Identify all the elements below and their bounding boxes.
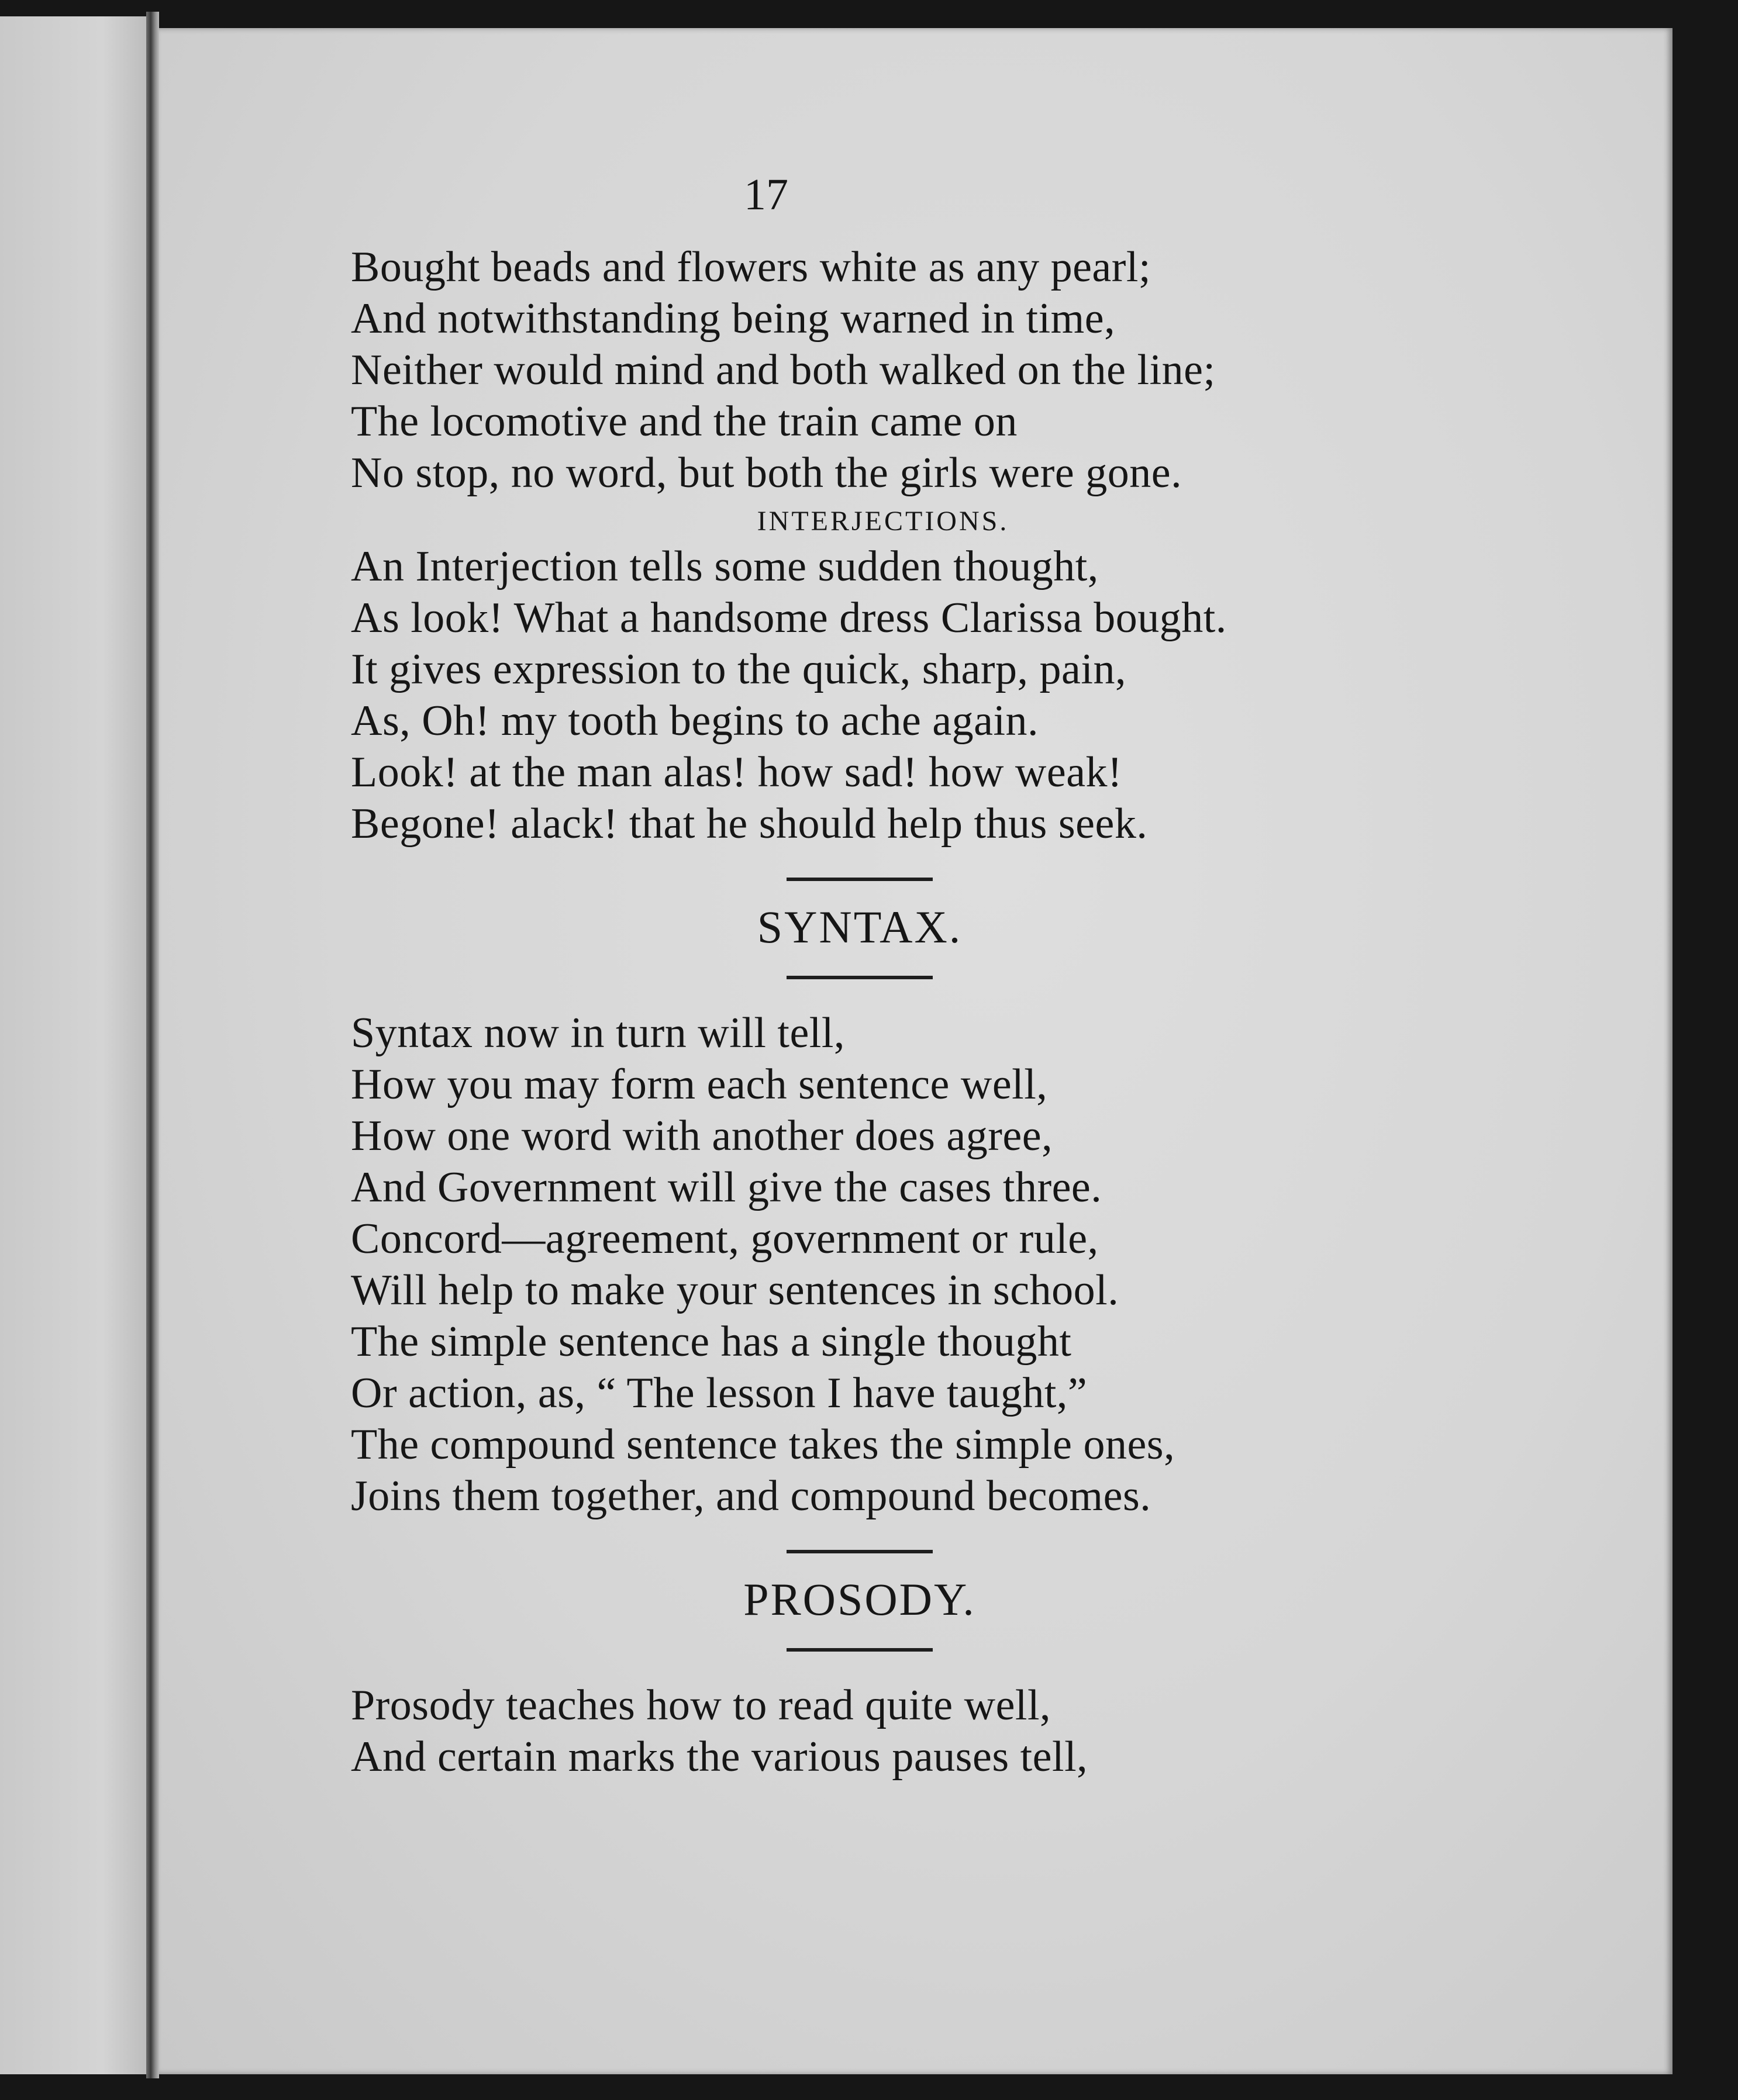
syntax-stanza: [351, 1007, 1439, 1522]
rule-divider: [787, 1550, 933, 1553]
verse-line: Syntax now in turn will tell,: [351, 1009, 845, 1057]
verse-line: Joins them together, and compound becomes.: [351, 1472, 1151, 1520]
verse-line: How one word with another does agree,: [351, 1112, 1053, 1160]
book-spine: [146, 12, 159, 2078]
interjections-heading: INTERJECTIONS.: [757, 506, 1009, 537]
bleed-through-shadow: [1551, 303, 1674, 747]
verse-line: Begone! alack! that he should help thus seek.: [351, 800, 1148, 848]
page-number: 17: [744, 170, 788, 219]
prosody-stanza: [351, 1680, 1439, 1783]
rule-divider: [787, 1648, 933, 1652]
verse-line: Or action, as, “ The lesson I have taught,”: [351, 1369, 1088, 1417]
verse-line: Neither would mind and both walked on the line;: [351, 346, 1216, 394]
verse-line: No stop, no word, but both the girls were gone.: [351, 449, 1182, 497]
verse-line: Prosody teaches how to read quite well,: [351, 1681, 1051, 1729]
syntax-heading-block: [351, 878, 1368, 979]
page-content: [351, 170, 1439, 1783]
verse-line: The compound sentence takes the simple ones,: [351, 1421, 1175, 1469]
verse-line: The locomotive and the train came on: [351, 398, 1018, 445]
facing-page-edge: [0, 16, 146, 2074]
verse-line: And Government will give the cases three.: [351, 1163, 1102, 1211]
verse-line: And notwithstanding being warned in time,: [351, 295, 1116, 343]
verse-line: How you may form each sentence well,: [351, 1061, 1048, 1108]
verse-line: An Interjection tells some sudden thought,: [351, 543, 1099, 590]
verse-line: As look! What a handsome dress Clarissa bought.: [351, 594, 1227, 642]
opening-stanza: [351, 241, 1439, 499]
rule-divider: [787, 878, 933, 881]
rule-divider: [787, 976, 933, 979]
prosody-heading: PROSODY.: [743, 1574, 976, 1625]
verse-line: As, Oh! my tooth begins to ache again.: [351, 697, 1039, 745]
verse-line: Bought beads and flowers white as any pearl;: [351, 243, 1151, 291]
interjections-stanza: [351, 541, 1439, 849]
syntax-heading: SYNTAX.: [757, 902, 963, 952]
verse-line: And certain marks the various pauses tell,: [351, 1733, 1088, 1781]
verse-line: The simple sentence has a single thought: [351, 1318, 1072, 1366]
verse-line: Look! at the man alas! how sad! how weak!: [351, 748, 1123, 796]
prosody-heading-block: [351, 1550, 1368, 1652]
verse-line: Concord—agreement, government or rule,: [351, 1215, 1099, 1263]
verse-line: It gives expression to the quick, sharp, pain,: [351, 645, 1126, 693]
verse-line: Will help to make your sentences in school.: [351, 1266, 1119, 1314]
